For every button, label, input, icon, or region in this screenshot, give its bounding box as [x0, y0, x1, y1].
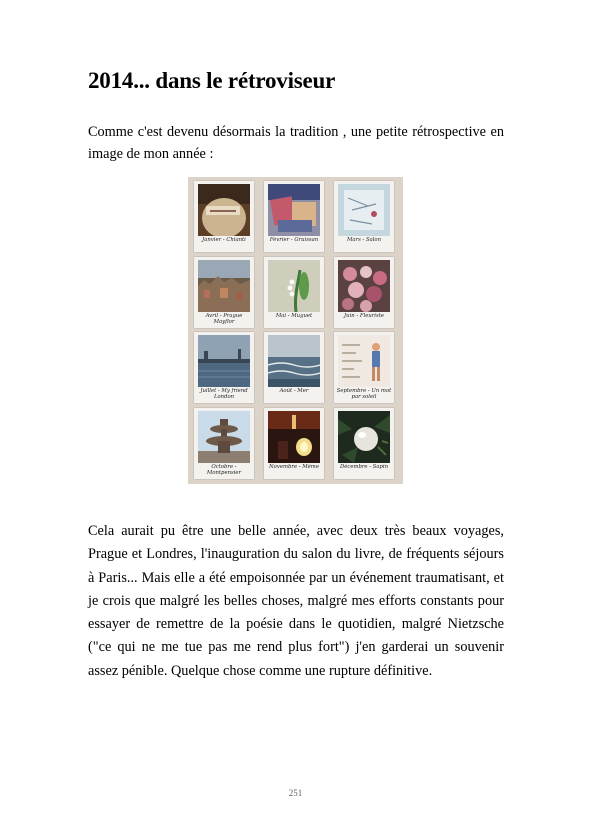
polaroid-may — [264, 257, 324, 328]
polaroid-caption: Janvier - Chianti — [202, 237, 246, 243]
body-paragraph: Cela aurait pu être une belle année, avec deux très beaux voyages, Prague et Londres, l'inauguration du salon du livre, de fréquents séjours à Paris... Mais elle a été empoisonnée par un événement traumatisant, et je crois que malgré les belles choses, malgré mes efforts constants pour essayer de remettre de la poésie dans le quotidien, malgré Nietzsche ("ce qui ne me tue pas me rend plus fort") j'en garderai un souvenir assez pénible. Quelque chose comme une rupture définitive. — [88, 523, 504, 679]
polaroid-caption: Mars - Salon — [346, 237, 382, 243]
polaroid-february — [264, 181, 324, 252]
polaroid-caption: Avril - Prague Mayflor — [205, 313, 243, 325]
polaroid-april — [194, 257, 254, 328]
polaroid-october — [194, 408, 254, 479]
polaroid-june — [334, 257, 394, 328]
polaroid-november — [264, 408, 324, 479]
page-title: 2014... dans le rétroviseur — [88, 68, 336, 93]
polaroid-caption: Septembre - Un mot par soleil — [336, 388, 392, 400]
polaroid-caption: Juillet - My friend London — [200, 388, 248, 400]
photo-december — [338, 411, 390, 463]
photo-mosaic — [188, 177, 403, 484]
polaroid-caption: Février - Gruissan — [269, 237, 319, 243]
polaroid-caption: Octobre - Montpensier — [206, 464, 242, 476]
page-number: 251 — [288, 788, 303, 798]
polaroid-december — [334, 408, 394, 479]
polaroid-caption: Août - Mer — [279, 388, 309, 394]
photo-june — [338, 260, 390, 312]
photo-september — [338, 335, 390, 387]
photo-may — [268, 260, 320, 312]
polaroid-caption: Mai - Muguet — [275, 313, 313, 319]
polaroid-september — [334, 332, 394, 403]
photo-january — [198, 184, 250, 236]
photo-march — [338, 184, 390, 236]
polaroid-august — [264, 332, 324, 403]
photo-april — [198, 260, 250, 312]
polaroid-caption: Décembre - Sapin — [339, 464, 388, 470]
polaroid-march — [334, 181, 394, 252]
polaroid-caption: Juin - Fleuriste — [344, 313, 384, 319]
polaroid-january — [194, 181, 254, 252]
photo-february — [268, 184, 320, 236]
intro-paragraph: Comme c'est devenu désormais la tradition , une petite rétrospective en image de mon année : — [88, 124, 504, 162]
photo-october — [198, 411, 250, 463]
photo-november — [268, 411, 320, 463]
photo-august — [268, 335, 320, 387]
polaroid-caption: Novembre - Même — [269, 464, 319, 470]
photo-july — [198, 335, 250, 387]
polaroid-july — [194, 332, 254, 403]
